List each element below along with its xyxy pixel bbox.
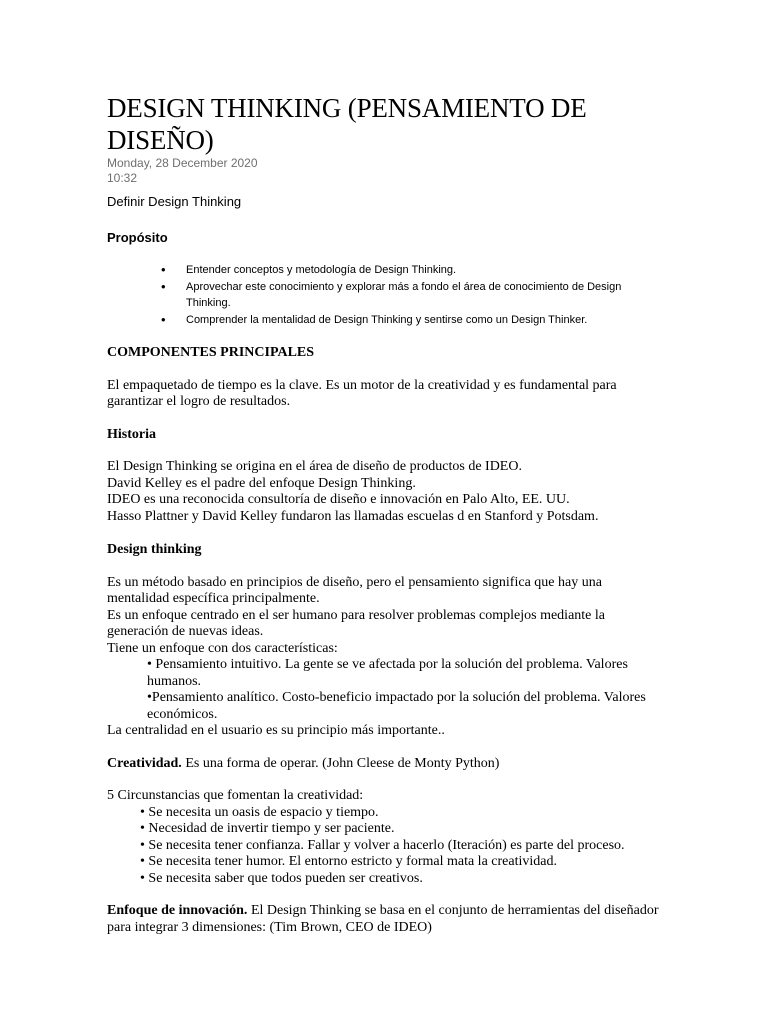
dt-paragraph: Es un método basado en principios de diseño, pero el pensamiento significa que hay una mentalidad específica principalmente. — [107, 574, 602, 606]
note-page — [107, 92, 667, 936]
design-thinking-heading: Design thinking — [107, 542, 202, 557]
dt-paragraph: Es un enfoque centrado en el ser humano para resolver problemas complejos mediante la generación de nuevas ideas. — [107, 607, 605, 639]
creativity-label: Creatividad. — [107, 755, 182, 771]
note-time: 10:32 — [107, 171, 138, 185]
innovation-label: Enfoque de innovación. — [107, 903, 248, 918]
history-line: Hasso Plattner y David Kelley fundaron las llamadas escuelas d en Stanford y Potsdam. — [107, 508, 599, 524]
creativity-text: Es una forma de operar. (John Cleese de Monty Python) — [181, 755, 500, 771]
dt-bullet: • Pensamiento intuitivo. La gente se ve afectada por la solución del problema. Valores humanos. — [147, 657, 628, 689]
circumstances-heading: 5 Circunstancias que fomentan la creatividad: — [107, 788, 364, 803]
dt-paragraph: La centralidad en el usuario es su principio más importante.. — [107, 723, 445, 738]
note-subtitle: Definir Design Thinking — [107, 194, 242, 209]
history-line: IDEO es una reconocida consultoría de diseño e innovación en Palo Alto, EE. UU. — [107, 492, 570, 507]
purpose-item: • Comprender la mentalidad de Design Thinking y sentirse como un Design Thinker. — [107, 312, 667, 329]
dt-bullet: •Pensamiento analítico. Costo-beneficio impactado por la solución del problema. Valores económicos. — [147, 690, 646, 722]
circumstance-item: • Se necesita un oasis de espacio y tiempo. — [140, 804, 379, 820]
history-heading: Historia — [107, 426, 156, 442]
purpose-item: • Entender conceptos y metodología de Design Thinking. — [107, 262, 667, 279]
page-title: DESIGN THINKING (PENSAMIENTO DE DISEÑO) — [107, 93, 587, 155]
circumstance-item: • Necesidad de invertir tiempo y ser paciente. — [140, 821, 395, 836]
purpose-item: • Aprovechar este conocimiento y explorar más a fondo el área de conocimiento de Design Thinking. — [107, 279, 667, 312]
components-text: El empaquetado de tiempo es la clave. Es un motor de la creatividad y es fundamental para garantizar el logro de resultados. — [107, 377, 617, 409]
circumstance-item: • Se necesita tener humor. El entorno estricto y formal mata la creatividad. — [140, 854, 557, 869]
innovation-text: El Design Thinking se basa en el conjunto de herramientas del diseñador para integrar 3 dimensiones: (Tim Brown, CEO de IDEO) — [107, 903, 659, 935]
purpose-heading: Propósito — [107, 230, 168, 245]
note-date: Monday, 28 December 2020 — [107, 156, 258, 170]
components-heading: COMPONENTES PRINCIPALES — [107, 345, 315, 360]
history-line: El Design Thinking se origina en el área de diseño de productos de IDEO. — [107, 459, 522, 474]
dt-paragraph: Tiene un enfoque con dos características: — [107, 640, 338, 656]
circumstance-item: • Se necesita tener confianza. Fallar y volver a hacerlo (Iteración) es parte del proceso. — [140, 837, 625, 853]
design-thinking-body — [107, 575, 667, 740]
creativity-paragraph — [107, 756, 667, 773]
history-lines — [107, 459, 667, 525]
circumstances-block — [107, 788, 667, 887]
purpose-list — [107, 262, 667, 328]
circumstance-item: • Se necesita saber que todos pueden ser creativos. — [140, 870, 423, 886]
history-line: David Kelley es el padre del enfoque Design Thinking. — [107, 475, 416, 491]
innovation-paragraph — [107, 903, 667, 936]
